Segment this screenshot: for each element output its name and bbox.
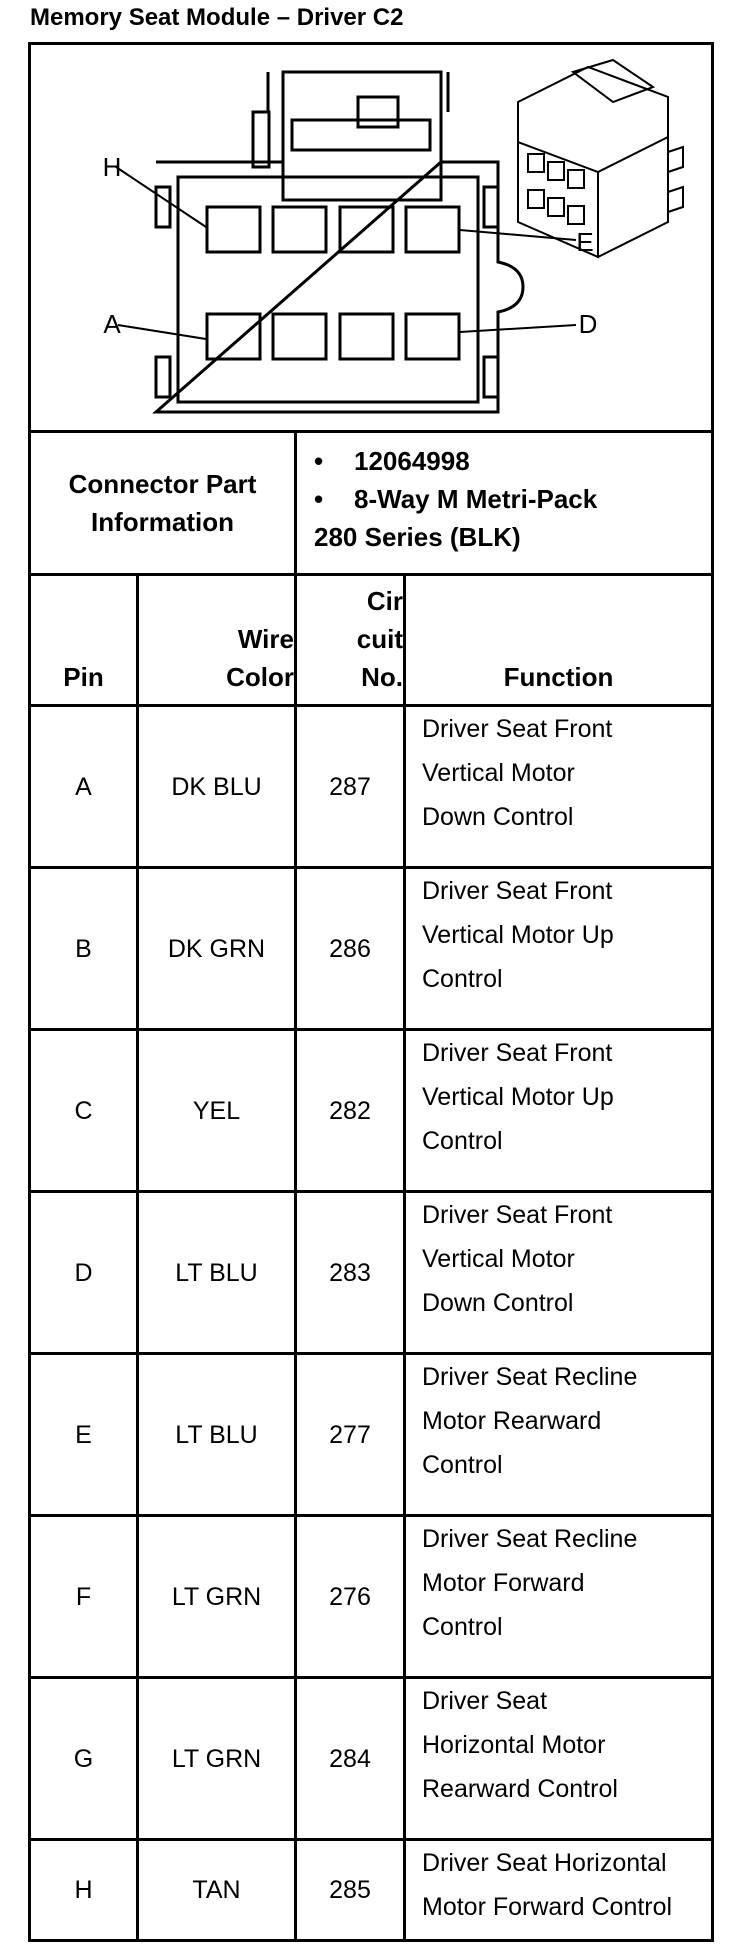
header-pin: Pin	[63, 662, 104, 692]
connector-3d-icon	[518, 60, 683, 257]
part-number: 12064998	[354, 446, 470, 476]
callout-a: A	[103, 309, 121, 339]
wire-color-cell: LT BLU	[175, 1258, 258, 1287]
function-line: Control	[422, 1127, 503, 1155]
function-line: Driver Seat Horizontal	[422, 1849, 667, 1877]
wire-color-cell: DK BLU	[171, 772, 262, 801]
header-function: Function	[503, 662, 614, 692]
function-cell	[406, 1355, 711, 1514]
function-line: Driver Seat Front	[422, 1201, 613, 1229]
function-line: Down Control	[422, 803, 574, 831]
page-title: Memory Seat Module – Driver C2	[30, 4, 404, 31]
circuit-cell: 282	[329, 1096, 371, 1125]
wire-color-cell: LT GRN	[171, 1744, 262, 1773]
function-line: Vertical Motor Up	[422, 921, 614, 949]
function-line: Driver Seat Front	[422, 715, 613, 743]
function-line: Down Control	[422, 1289, 574, 1317]
connector-info-label	[31, 433, 294, 573]
function-line: Control	[422, 965, 503, 993]
circuit-cell: 276	[329, 1582, 371, 1611]
function-line: Control	[422, 1451, 503, 1479]
circuit-cell: 287	[329, 772, 371, 801]
function-line: Driver Seat Recline	[422, 1363, 638, 1391]
function-cell	[406, 1031, 711, 1190]
function-line: Control	[422, 1613, 503, 1641]
header-circuit-no: Cir cuit No.	[356, 586, 403, 692]
function-line: Horizontal Motor	[422, 1731, 606, 1759]
function-cell	[406, 1841, 711, 1939]
pin-cell: H	[74, 1876, 93, 1904]
wire-color-cell: DK GRN	[167, 934, 266, 963]
function-line: Motor Forward	[422, 1569, 585, 1597]
function-cell	[406, 1517, 711, 1676]
connector-face-diagram	[28, 42, 714, 430]
header-wire-color: Wire Color	[226, 624, 294, 692]
function-cell	[406, 1679, 711, 1838]
function-line: Motor Rearward	[422, 1407, 602, 1435]
function-line: Driver Seat Front	[422, 877, 613, 905]
function-line: Driver Seat Front	[422, 1039, 613, 1067]
circuit-cell: 283	[329, 1258, 371, 1287]
connector-info-label-line2: Information	[91, 507, 234, 537]
function-cell	[406, 869, 711, 1028]
circuit-cell: 277	[329, 1420, 371, 1449]
callout-h: H	[102, 152, 122, 182]
pin-cell: D	[74, 1258, 93, 1287]
function-line: Vertical Motor	[422, 759, 575, 787]
connector-info-values: • 12064998 • 8-Way M Metri-Pack 280 Series (BLK)	[314, 442, 704, 556]
pin-cell: E	[75, 1420, 92, 1449]
function-cell	[406, 707, 711, 866]
function-line: Rearward Control	[422, 1775, 618, 1803]
function-line: Vertical Motor	[422, 1245, 575, 1273]
wire-color-cell: LT BLU	[175, 1420, 258, 1449]
connector-type: 8-Way M Metri-Pack	[354, 484, 598, 514]
callout-e: E	[576, 227, 594, 257]
connector-series: 280 Series (BLK)	[314, 522, 521, 552]
function-line: Driver Seat	[422, 1687, 548, 1715]
function-line: Driver Seat Recline	[422, 1525, 638, 1553]
pin-cell: C	[74, 1096, 93, 1125]
pin-cell: G	[73, 1744, 94, 1773]
circuit-cell: 285	[329, 1876, 371, 1904]
circuit-cell: 284	[329, 1744, 371, 1773]
connector-table	[28, 42, 714, 1942]
pin-cell: F	[75, 1582, 92, 1611]
circuit-cell: 286	[329, 934, 371, 963]
function-line: Vertical Motor Up	[422, 1083, 614, 1111]
callout-d: D	[578, 309, 598, 339]
pin-cell: A	[75, 772, 92, 801]
function-line: Motor Forward Control	[422, 1893, 673, 1921]
connector-info-label-line1: Connector Part	[68, 469, 257, 499]
wire-color-cell: TAN	[192, 1876, 241, 1904]
wire-color-cell: YEL	[192, 1096, 241, 1125]
pin-cell: B	[75, 934, 92, 963]
wire-color-cell: LT GRN	[171, 1582, 262, 1611]
function-cell	[406, 1193, 711, 1352]
